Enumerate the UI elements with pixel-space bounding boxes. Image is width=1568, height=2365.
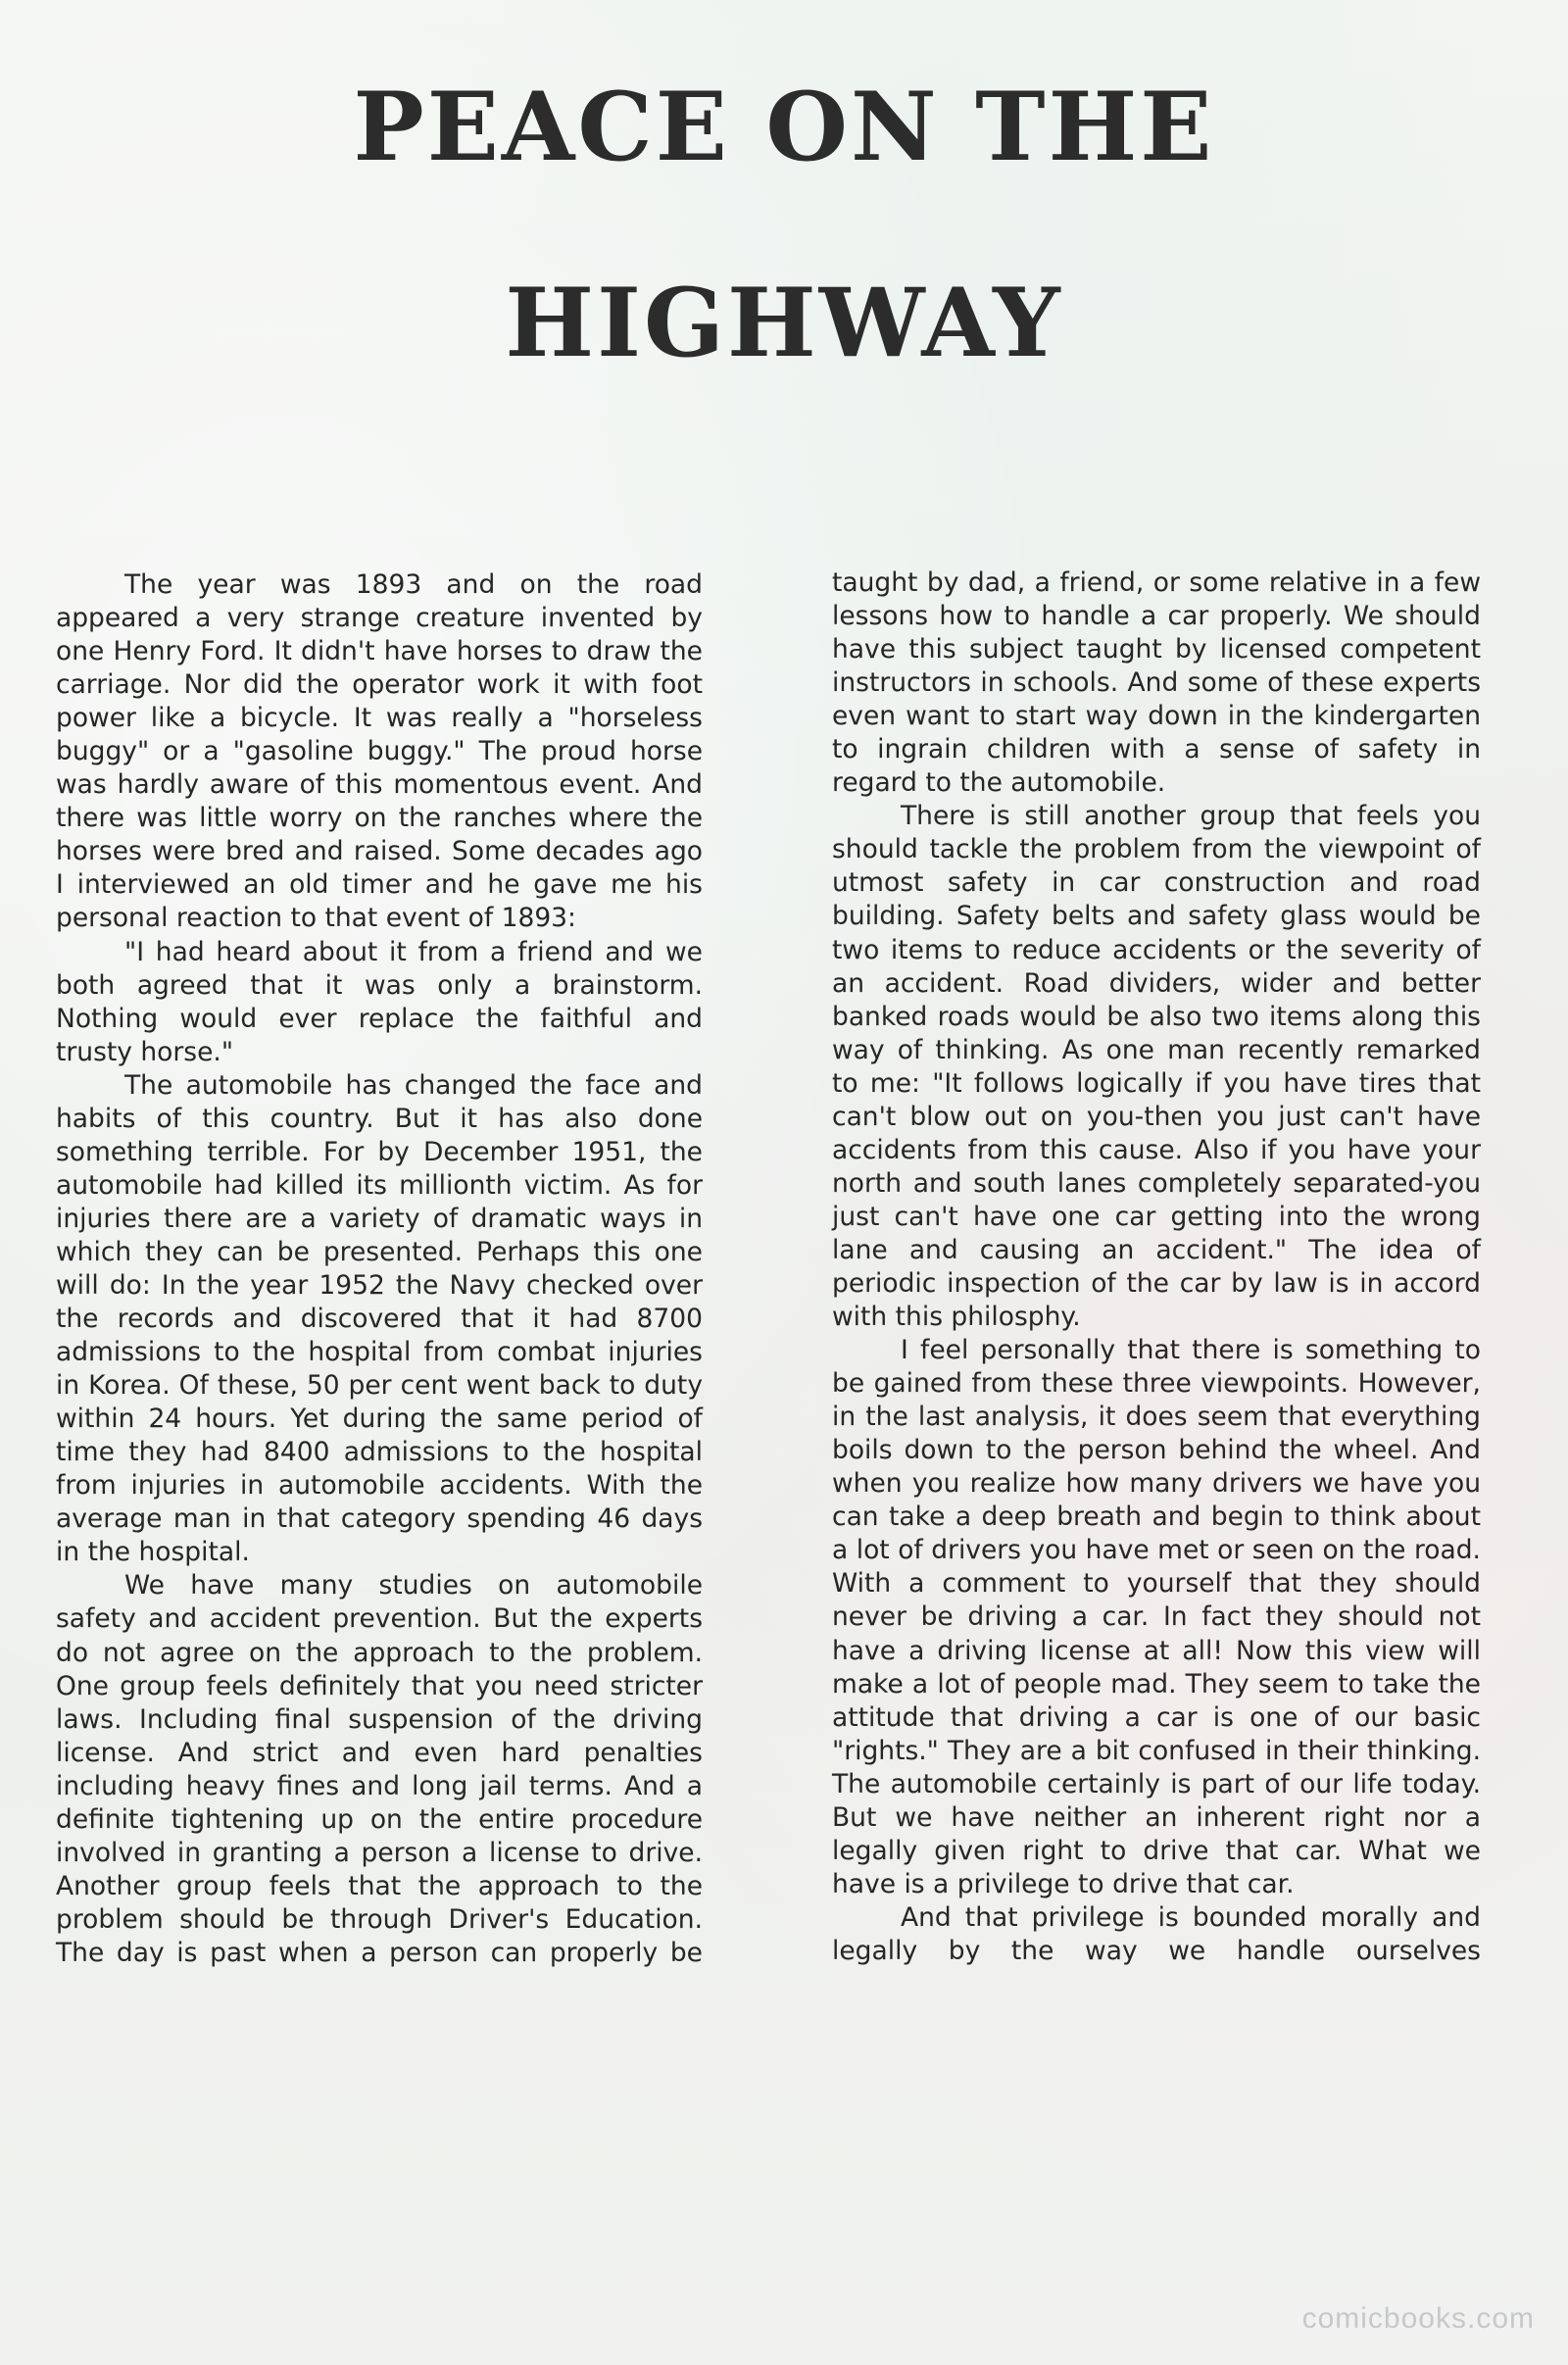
paragraph: We have many studies on automobile safety and accident prevention. But the experts do not agree on the approach to the problem. One group feels definitely that you need stricter laws. Including final suspension of the driving license. And strict and even hard penalties including heavy fines and long jail terms. And a definite tightening up on the entire procedure involved in granting a person a license to drive. Another group feels that the approach to the problem should be through Driver's Education. The day is past when a person can properly be — [56, 1570, 703, 1968]
paragraph: The year was 1893 and on the road appeared a very strange creature invented by one Henry Ford. It didn't have horses to draw the carriage. Nor did the operator work it with foot power like a bicycle. It was really a "horseless buggy" or a "gasoline buggy." The proud horse was hardly aware of this momentous event. And there was little worry on the ranches where the horses were bred and raised. Some decades ago I interviewed an old timer and he gave me his personal reaction to that event of 1893: — [56, 569, 703, 934]
left-column — [56, 568, 703, 1970]
paragraph: And that privilege is bounded morally and legally by the way we handle ourselves — [832, 1901, 1481, 1966]
paragraph: There is still another group that feels you should tackle the problem from the viewpoint of utmost safety in car construction and road building. Safety belts and safety glass would be two items to reduce accidents or the severity of an accident. Road dividers, wider and better banked roads would be also two items along this way of thinking. As one man recently remarked to me: "It follows logically if you have tires that can't blow out on you-then you just can't have accidents from this cause. Also if you have your north and south lanes completely separated-you just can't have one car getting into the wrong lane and causing an accident." The idea of periodic inspection of the car by law is in accord with this philosphy. — [832, 801, 1481, 1333]
right-column — [832, 567, 1481, 1968]
quote-paragraph: "I had heard about it from a friend and we both agreed that it was only a brainstorm. Nothing would ever replace the faithful and trusty horse." — [56, 936, 703, 1067]
article-title-line-1: PEACE ON THE — [353, 72, 1215, 182]
paragraph: I feel personally that there is something to be gained from these three viewpoints. However, in the last analysis, it does seem that everything boils down to the person behind the wheel. And when you realize how many drivers we have you can take a deep breath and begin to think about a lot of drivers you have met or seen on the road. With a comment to yourself that they should never be driving a car. In fact they should not have a driving license at all! Now this view will make a lot of people mad. They seem to take the attitude that driving a car is one of our basic "rights." They are a bit confused in their thinking. The automobile certainly is part of our life today. But we have neither an inherent right nor a legally given right to drive that car. What we have is a privilege to drive that car. — [832, 1335, 1481, 1899]
paragraph: The automobile has changed the face and habits of this country. But it has also done something terrible. For by December 1951, the automobile had killed its millionth victim. As for injuries there are a variety of dramatic ways in which they can be presented. Perhaps this one will do: In the year 1952 the Navy checked over the records and discovered that it had 8700 admissions to the hospital from combat injuries in Korea. Of these, 50 per cent went back to duty within 24 hours. Yet during the same period of time they had 8400 admissions to the hospital from injuries in automobile accidents. With the average man in that category spending 46 days in the hospital. — [56, 1069, 703, 1568]
watermark: comicbooks.com — [1301, 2302, 1535, 2335]
paragraph: taught by dad, a friend, or some relative in a few lessons how to handle a car properly. We should have this subject taught by licensed competent instructors in schools. And some of these experts even want to start way down in the kindergarten to ingrain children with a sense of safety in regard to the automobile. — [832, 567, 1481, 799]
article-title-line-2: HIGHWAY — [505, 268, 1063, 378]
